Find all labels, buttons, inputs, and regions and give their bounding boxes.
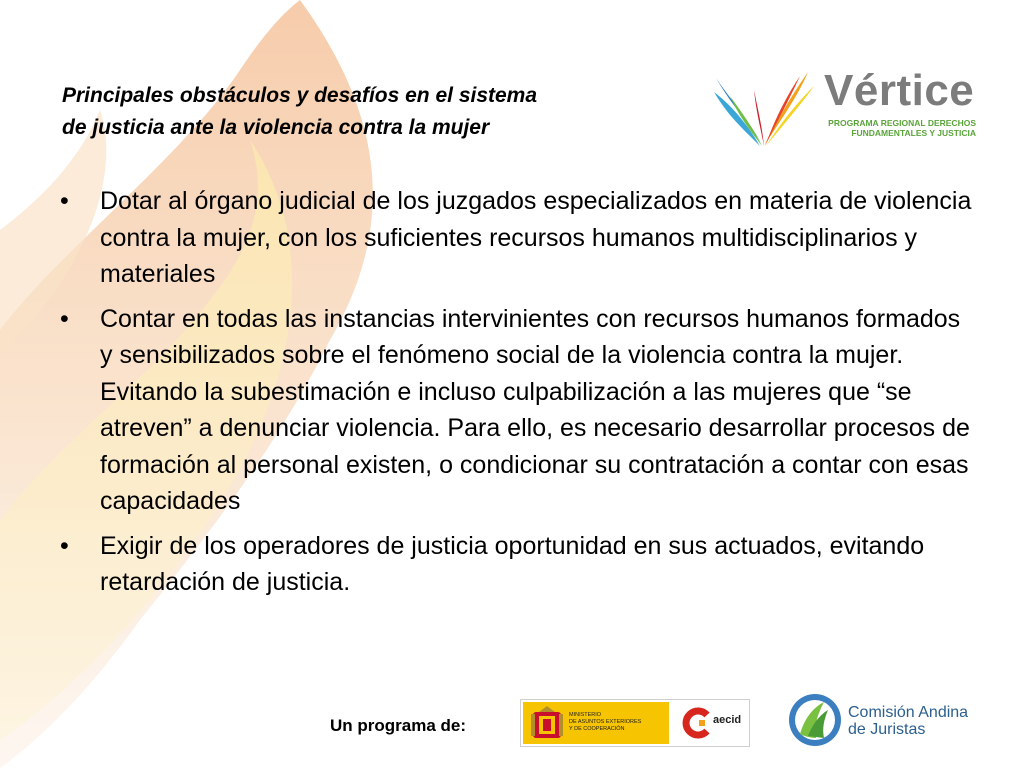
vertice-subtitle-line-1: PROGRAMA REGIONAL DERECHOS [828,118,976,128]
bullet-item [58,528,978,601]
bullet-item [58,301,978,520]
bullet-text: Exigir de los operadores de justicia oportunidad en sus actuados, evitando retardación de justicia. [100,531,925,596]
comision-andina-emblem-icon [786,690,844,750]
footer-label: Un programa de: [330,716,467,735]
bullet-marker: • [60,304,69,333]
vertice-logo [710,66,980,150]
comision-andina-text [848,704,968,738]
ministerio-line-1: MINISTERIO [569,712,602,718]
slide-title [62,80,702,144]
vertice-emblem-icon [710,66,820,150]
comision-line-1: Comisión Andina [848,704,969,721]
bullet-text: Contar en todas las instancias intervinientes con recursos humanos formados y sensibilizados sobre el fenómeno social de la violencia contra la mujer. Evitando la subestimación e incluso culpabilización a las mujeres que “se atreven” a denunciar violencia. Para ello, es necesario desarrollar procesos de formación al personal existen, o condicionar su contratación a contar con esas capacidades [100,304,970,515]
comision-andina-logo [786,690,986,750]
vertice-subtitle-line-2: FUNDAMENTALES Y JUSTICIA [851,128,976,138]
ministerio-aecid-logo [520,699,750,747]
ministerio-text [569,712,667,733]
vertice-subtitle [826,118,976,138]
vertice-wordmark: Vértice [824,66,975,115]
spain-coat-of-arms-icon [529,704,565,744]
bullet-marker: • [60,187,69,215]
slide-title-line-2: de justicia ante la violencia contra la mujer [62,116,490,139]
bullet-list [58,183,978,609]
bullet-text: Dotar al órgano judicial de los juzgados especializados en materia de violencia contra la mujer, con los suficientes recursos humanos multidisciplinarios y materiales [100,187,972,288]
ministerio-line-3: Y DE COOPERACIÓN [569,726,625,732]
bullet-item [58,183,978,293]
ministerio-line-2: DE ASUNTOS EXTERIORES [569,719,642,725]
aecid-wordmark: aecid [713,714,742,726]
bullet-marker: • [60,531,69,560]
comision-line-2: de Juristas [848,721,926,738]
aecid-c-icon [681,707,713,739]
slide-title-line-1: Principales obstáculos y desafíos en el sistema [62,84,538,107]
